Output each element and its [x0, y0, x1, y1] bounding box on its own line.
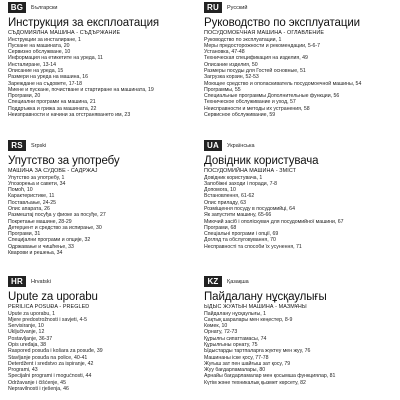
contents-item: Арнайы бағдарламалар мен қосымша функциялар, 81	[204, 373, 336, 380]
contents-item: Postavljanje, 36-37	[8, 335, 53, 342]
language-bar	[8, 140, 198, 151]
contents-item: Несправності та способи їх усунення, 71	[204, 243, 302, 250]
language-name: Русский	[227, 4, 248, 11]
contents-item: Миене и пускане, почистване и стартиране на машината, 19	[8, 86, 154, 93]
contents-item: Спеціальні програми і опції, 69	[204, 231, 279, 238]
contents-item: Постављање, 24-25	[8, 199, 57, 206]
contents-item: Помоћ, 10	[8, 187, 33, 194]
contents-item: Описание на уреда, 15	[8, 67, 64, 74]
contents-item: Specijalni programi i mogućnosti, 44	[8, 373, 92, 380]
section-subtitle: ЫДЫС ЖУАТЫН МАШИНА - МАЗМҰНЫ	[204, 304, 307, 310]
section-serbian	[8, 140, 198, 272]
section-title: Довідник користувача	[204, 155, 319, 167]
contents-item: Запобіжні заходи і поради, 7-8	[204, 180, 278, 187]
contents-item: Құрылғыны орнату, 75	[204, 341, 258, 348]
contents-item: Програми, 68	[204, 224, 237, 231]
contents-item: Зареждане на съдовете, 17-18	[8, 80, 83, 87]
contents-item: Servisiranje, 10	[8, 323, 44, 330]
contents-item: Догляд та обслуговування, 70	[204, 237, 276, 244]
contents-item: Загрузка корзин, 52-53	[204, 74, 259, 81]
contents-item: Жуу бағдарламалары, 80	[204, 367, 266, 374]
contents-item: Покретање машине, 28-29	[8, 218, 72, 225]
section-russian	[204, 2, 394, 137]
contents-item: Программы, 55	[204, 86, 241, 93]
contents-item: Сервизно обслужване, 10	[8, 49, 71, 56]
contents-item: Неисправности и методы их устранения, 58	[204, 105, 310, 112]
contents-list	[204, 37, 394, 119]
contents-item: Неизправности и начини за отстраняването им, 23	[8, 112, 131, 119]
section-title: Инструкция за експлоатация	[8, 17, 160, 29]
section-subtitle: ПОСУДОМИЙНА МАШИНА - ЗМІСТ	[204, 168, 297, 174]
contents-item: Установка, 47-48	[204, 49, 245, 56]
contents-item: Моющее средство и ополаскиватель посудомоечной машины, 54	[204, 80, 362, 87]
contents-item: Допомога, 10	[204, 187, 236, 194]
contents-item: Құрылғы сипаттамасы, 74	[204, 335, 267, 342]
contents-item: Карактеристике, 11	[8, 193, 55, 200]
contents-item: Көмек, 10	[204, 323, 228, 330]
contents-item: Stavljanje posuđa na police, 40-41	[8, 354, 88, 361]
language-bar	[8, 276, 198, 287]
contents-item: Довідник користувача, 1	[204, 174, 263, 181]
section-subtitle: МАШИНА ЗА СУДОВЕ - САДРЖАЈ	[8, 168, 98, 174]
contents-item: Поддръжка и грижа за машината, 22	[8, 105, 97, 112]
contents-item: Орнату, 72-73	[204, 329, 238, 336]
language-bar	[8, 2, 198, 13]
contents-item: Опис апарата, 26	[8, 205, 50, 212]
section-kazakh	[204, 276, 394, 400]
language-code-badge: BG	[8, 2, 26, 13]
language-code-badge: HR	[8, 276, 26, 287]
contents-item: Встановлення, 61-62	[204, 193, 255, 200]
language-name: Қазақша	[227, 278, 249, 285]
contents-list	[8, 37, 198, 119]
contents-item: Описание изделия, 50	[204, 61, 258, 68]
language-bar	[204, 2, 394, 13]
contents-item: Upute za uporabu, 1	[8, 310, 56, 317]
contents-item: Информация на етикетите на уреда, 11	[8, 55, 103, 62]
contents-item: Кварови и решења, 34	[8, 250, 63, 257]
contents-list	[8, 311, 198, 393]
section-title: Upute za uporabu	[8, 291, 98, 303]
contents-item: Uključivanje, 12	[8, 329, 45, 336]
contents-item: Održavanje i čišćenje, 45	[8, 379, 66, 386]
contents-item: Техническая спецификация на изделия, 49	[204, 55, 308, 62]
contents-item: Mjere predostrožnosti i savjeti, 4-5	[8, 316, 87, 323]
contents-item: Deterdžent i sredstvo za ispiranje, 42	[8, 360, 94, 367]
section-bulgarian	[8, 2, 198, 137]
contents-item: Машинаны іске қосу, 77-78	[204, 354, 269, 361]
contents-item: Програми, 31	[8, 231, 41, 238]
language-name: Srpski	[31, 142, 47, 149]
contents-item: Размештај посуђа у фиоке за посуђе, 27	[8, 212, 106, 219]
contents-item: Размери на уреда на машина, 16	[8, 74, 89, 81]
section-subtitle: ПОСУДОМОЕЧНАЯ МАШИНА - ОГЛАВЛЕНИЕ	[204, 30, 325, 36]
contents-item: Nepravilnosti i rješenja, 46	[8, 386, 69, 393]
section-subtitle: СЪДОМИЯЛНА МАШИНА - СЪДЪРЖАНИЕ	[8, 30, 121, 36]
contents-item: Одржавање и чишћење, 33	[8, 243, 74, 250]
section-title: Руководство по эксплуатации	[204, 17, 360, 29]
contents-item: Инсталиране, 13-14	[8, 61, 56, 68]
contents-item: Специальные программы Дополнительные функции, 56	[204, 93, 340, 100]
contents-item: Специални програми на машина, 21	[8, 99, 96, 106]
language-code-badge: RU	[204, 2, 222, 13]
section-ukrainian	[204, 140, 394, 272]
contents-item: Инструкции за инсталиране, 1	[8, 36, 81, 43]
contents-item: Сервисное обслуживание, 59	[204, 112, 276, 119]
section-croatian	[8, 276, 198, 400]
contents-item: Opis uređaja, 38	[8, 341, 47, 348]
contents-item: Сақтық шаралары мен кеңестер, 8-9	[204, 316, 293, 323]
language-bar	[204, 276, 394, 287]
contents-item: Пайдалану нұсқаулығы, 1	[204, 310, 267, 317]
contents-item: Меры предосторожности и рекомендации, 5-6-7	[204, 42, 321, 49]
contents-item: Упутство за употребу, 1	[8, 174, 65, 181]
contents-item: Ыдыстарды тартпаларға жүктеу мен жуу, 76	[204, 348, 311, 355]
contents-item: Raspored posuđa i košara za posuđe, 39	[8, 348, 103, 355]
contents-item: Миючий засіб і ополіскувач для посудомийної машини, 67	[204, 218, 344, 225]
language-code-badge: KZ	[204, 276, 222, 287]
language-code-badge: RS	[8, 140, 26, 151]
language-name: Українська	[227, 142, 255, 149]
contents-item: Програми, 20	[8, 93, 41, 100]
contents-item: Упозорења и савети, 34	[8, 180, 66, 187]
language-name: Български	[31, 4, 58, 11]
language-name: Hrvatski	[31, 278, 51, 285]
contents-list	[204, 175, 394, 251]
contents-item: Күтім және техникалық қызмет көрсету, 82	[204, 379, 306, 386]
contents-item: Programi, 43	[8, 367, 38, 374]
contents-item: Техническое обслуживание и уход, 57	[204, 99, 296, 106]
contents-item: Жуғыш зат пен шайғыш зат қосу, 79	[204, 360, 291, 367]
contents-item: Як запустити машину, 65-66	[204, 212, 272, 219]
contents-item: Размеры посуды для Гостей основные, 51	[204, 67, 306, 74]
contents-item: Розміщення посуду в посудомийці, 64	[204, 205, 295, 212]
section-subtitle: PERILICA POSUĐA - PREGLED	[8, 304, 90, 310]
contents-item: Детерџент и средство за испирање, 30	[8, 224, 102, 231]
contents-item: Специјални програми и опције, 32	[8, 237, 91, 244]
contents-item: Пускане на машината, 20	[8, 42, 70, 49]
language-bar	[204, 140, 394, 151]
section-title: Упутство за употребу	[8, 155, 120, 167]
contents-list	[204, 311, 394, 387]
language-code-badge: UA	[204, 140, 222, 151]
contents-item: Руководство по эксплуатации, 1	[204, 36, 282, 43]
section-title: Пайдалану нұсқаулығы	[204, 291, 327, 303]
contents-item: Опис приладу, 63	[204, 199, 247, 206]
contents-list	[8, 175, 198, 257]
